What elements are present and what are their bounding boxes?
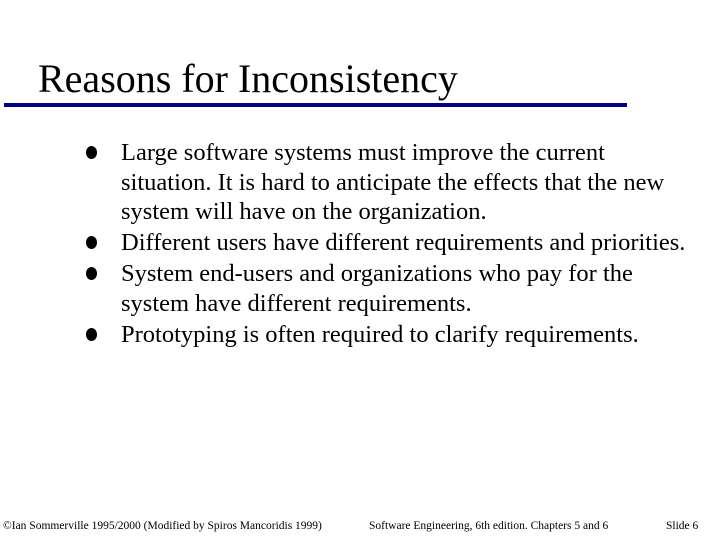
bullet-dot-icon [86,146,97,159]
footer-copyright: ©Ian Sommerville 1995/2000 (Modified by Spiros Mancoridis 1999) [3,520,322,532]
bullet-item [86,320,686,350]
bullet-dot-icon [86,236,97,249]
bullet-item [86,259,686,318]
footer-slide-number: Slide 6 [666,520,699,532]
bullet-text: Different users have different requirements and priorities. [121,229,686,256]
bullet-dot-icon [86,267,97,280]
slide-title: Reasons for Inconsistency [38,56,458,101]
bullet-item [86,138,686,227]
footer-book-title: Software Engineering, 6th edition. Chapters 5 and 6 [369,520,609,532]
bullet-item [86,228,686,258]
title-underline [4,103,627,107]
bullet-list [86,138,686,351]
bullet-dot-icon [86,328,97,341]
bullet-text: Prototyping is often required to clarify requirements. [121,320,639,348]
bullet-text: Large software systems must improve the current situation. It is hard to anticipate the effects that the new system will have on the organization. [121,139,665,225]
bullet-text: System end-users and organizations who pay for the system have different requirements. [121,260,633,317]
